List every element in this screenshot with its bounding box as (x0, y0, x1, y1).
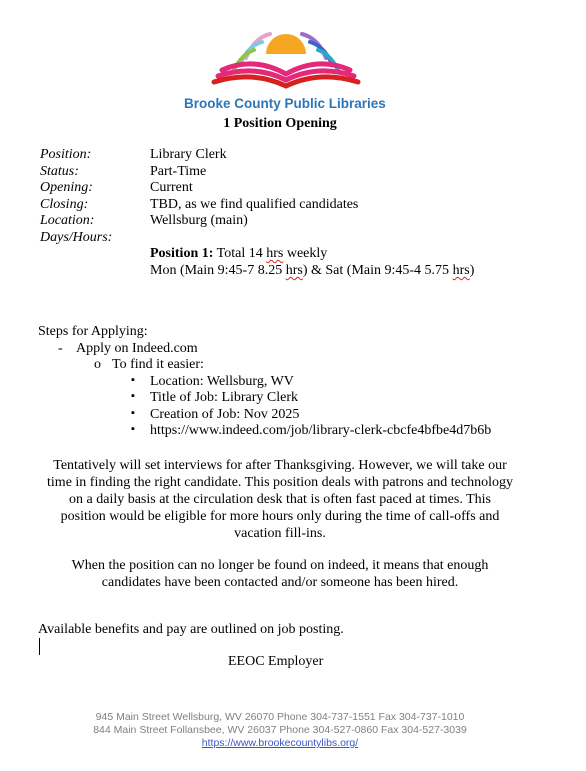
dash-marker: - (58, 341, 63, 356)
position-value: Library Clerk (150, 147, 227, 162)
paragraph-line: Tentatively will set interviews for after Thanksgiving. However, we will take our (53, 458, 507, 473)
apply-step: Apply on Indeed.com (76, 341, 198, 356)
organization-name: Brooke County Public Libraries (184, 96, 386, 111)
circle-marker: o (94, 357, 101, 372)
status-value: Part-Time (150, 164, 207, 179)
eeoc-statement: EEOC Employer (228, 654, 324, 669)
hrs-word: hrs (266, 246, 284, 261)
hrs-word: hrs (452, 263, 470, 278)
square-bullet-icon: ▪ (131, 374, 135, 386)
page-title: 1 Position Opening (223, 116, 337, 131)
position-1-label: Position 1: (150, 246, 214, 261)
paragraph-line: position would be eligible for more hours only during the time of call-offs and (60, 509, 500, 524)
find-easier-step: To find it easier: (112, 357, 204, 372)
search-location: Location: Wellsburg, WV (150, 374, 294, 389)
indeed-job-link[interactable]: https://www.indeed.com/job/library-clerk-cbcfe4bfbe4d7b6b (150, 423, 492, 438)
description-paragraph (38, 457, 522, 542)
schedule-end: ) (469, 263, 475, 278)
hours-total-text: Total 14 (216, 246, 267, 261)
closing-value: TBD, as we find qualified candidates (150, 197, 359, 212)
paragraph-line: When the position can no longer be found on indeed, it means that enough (71, 558, 489, 573)
opening-value: Current (150, 180, 193, 195)
position-label: Position: (40, 147, 92, 162)
square-bullet-icon: ▪ (131, 390, 135, 402)
schedule-line (150, 263, 474, 279)
location-value: Wellsburg (main) (150, 213, 248, 228)
search-title: Title of Job: Library Clerk (150, 390, 299, 405)
text-cursor (39, 638, 40, 655)
hours-weekly-text: weekly (283, 246, 328, 261)
footer-address-follansbee: 844 Main Street Follansbee, WV 26037 Phone 304-527-0860 Fax 304-527-3039 (93, 724, 467, 736)
open-book-sunburst-icon (204, 12, 364, 94)
indeed-notice-paragraph (38, 557, 522, 591)
square-bullet-icon: ▪ (131, 423, 135, 435)
schedule-mon: Mon (Main 9:45-7 8.25 (150, 263, 286, 278)
website-link[interactable]: https://www.brookecountylibs.org/ (201, 737, 359, 749)
hrs-word: hrs (285, 263, 303, 278)
paragraph-line: on a daily basis at the circulation desk that is often fast paced at times. This (69, 492, 491, 507)
paragraph-line: candidates have been contacted and/or someone has been hired. (101, 575, 459, 590)
schedule-sat: ) & Sat (Main 9:45-4 5.75 (302, 263, 453, 278)
closing-label: Closing: (40, 197, 89, 212)
paragraph-line: time in finding the right candidate. This position deals with patrons and technology (47, 475, 513, 490)
search-creation-date: Creation of Job: Nov 2025 (150, 407, 300, 422)
status-label: Status: (40, 164, 79, 179)
position-1-hours (150, 246, 327, 262)
paragraph-line: vacation fill-ins. (234, 526, 326, 541)
opening-label: Opening: (40, 180, 93, 195)
library-logo (184, 12, 386, 111)
location-label: Location: (40, 213, 95, 228)
square-bullet-icon: ▪ (131, 407, 135, 419)
footer-website (0, 737, 560, 749)
benefits-note: Available benefits and pay are outlined on job posting. (38, 622, 344, 637)
steps-heading: Steps for Applying: (38, 324, 148, 339)
footer-address-wellsburg: 945 Main Street Wellsburg, WV 26070 Phone 304-737-1551 Fax 304-737-1010 (95, 711, 465, 723)
days-hours-label: Days/Hours: (40, 230, 113, 245)
